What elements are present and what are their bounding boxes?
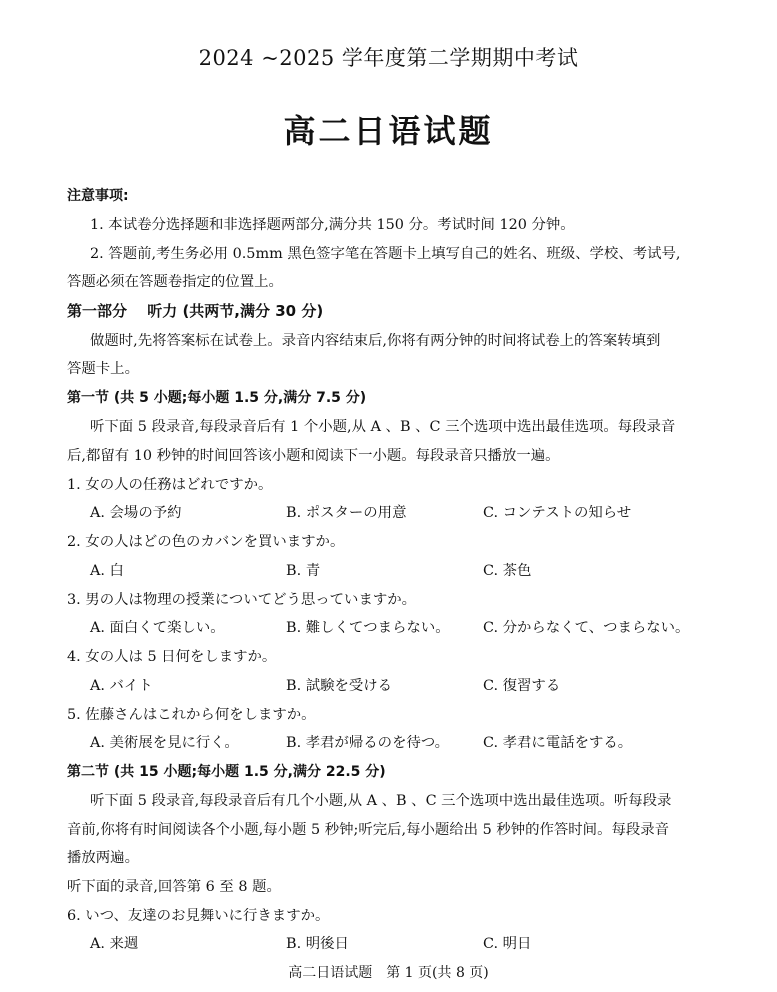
question-1-option-b: B. ポスターの用意 [286,505,407,521]
question-1-option-a: A. 会場の予約 [90,505,182,521]
question-2: 2. 女の人はどの色のカバンを買いますか。 [67,534,345,550]
part1-desc-line-1: 做题时,先将答案标在试卷上。录音内容结束后,你将有两分钟的时间将试卷上的答案转填到 [90,333,661,349]
question-3-option-a: A. 面白くて楽しい。 [90,620,225,636]
question-4-option-c: C. 復習する [483,678,561,694]
question-5-option-b: B. 孝君が帰るのを待つ。 [286,735,450,751]
question-6-option-c: C. 明日 [483,936,532,952]
question-1: 1. 女の人の任務はどれですか。 [67,477,273,493]
question-4-option-b: B. 試験を受ける [286,678,393,694]
section2-instruction: 听下面的录音,回答第 6 至 8 题。 [67,879,281,895]
question-3-option-c: C. 分からなくて、つまらない。 [483,620,690,636]
section2-desc-line-2: 音前,你将有时间阅读各个小题,每小题 5 秒钟;听完后,每小题给出 5 秒钟的作答时间。每段录音 [67,822,670,838]
section2-desc-line-3: 播放两遍。 [67,850,139,866]
question-2-option-b: B. 青 [286,563,321,579]
notice-item-2-line-2: 答题必须在答题卷指定的位置上。 [67,274,283,290]
question-4: 4. 女の人は 5 日何をしますか。 [67,649,277,665]
question-2-option-a: A. 白 [90,563,124,579]
section2-desc-line-1: 听下面 5 段录音,每段录音后有几个小题,从 A 、B 、C 三个选项中选出最佳选项。听每段录 [90,793,672,809]
question-6-option-a: A. 来週 [90,936,139,952]
section1-desc-line-2: 后,都留有 10 秒钟的时间回答该小题和阅读下一小题。每段录音只播放一遍。 [67,448,560,464]
part1-desc-line-2: 答题卡上。 [67,361,139,377]
notice-item-1: 1. 本试卷分选择题和非选择题两部分,满分共 150 分。考试时间 120 分钟。 [90,217,575,233]
question-5-option-c: C. 孝君に電話をする。 [483,735,633,751]
question-2-option-c: C. 茶色 [483,563,532,579]
notice-heading: 注意事项: [67,188,129,204]
question-5-option-a: A. 美術展を見に行く。 [90,735,239,751]
notice-item-2-line-1: 2. 答题前,考生务必用 0.5mm 黑色签字笔在答题卡上填写自己的姓名、班级、学校、考试号, [90,246,681,262]
subject-title: 高二日语试题 [283,112,494,150]
section1-desc-line-1: 听下面 5 段录音,每段录音后有 1 个小题,从 A 、B 、C 三个选项中选出最佳选项。每段录音 [90,419,676,435]
question-3-option-b: B. 難しくてつまらない。 [286,620,450,636]
question-1-option-c: C. コンテストの知らせ [483,505,632,521]
question-3: 3. 男の人は物理の授業についてどう思っていますか。 [67,592,417,608]
question-5: 5. 佐藤さんはこれから何をしますか。 [67,707,316,723]
exam-title: 2024 ~2025 学年度第二学期期中考试 [198,46,579,70]
question-6-option-b: B. 明後日 [286,936,349,952]
page-footer: 高二日语试题 第 1 页(共 8 页) [288,965,489,981]
part1-heading: 第一部分 听力 (共两节,满分 30 分) [67,302,324,320]
question-4-option-a: A. バイト [90,678,153,694]
section1-heading: 第一节 (共 5 小题;每小题 1.5 分,满分 7.5 分) [67,390,367,406]
section2-heading: 第二节 (共 15 小题;每小题 1.5 分,满分 22.5 分) [67,764,386,780]
question-6: 6. いつ、友達のお見舞いに行きますか。 [67,908,330,924]
